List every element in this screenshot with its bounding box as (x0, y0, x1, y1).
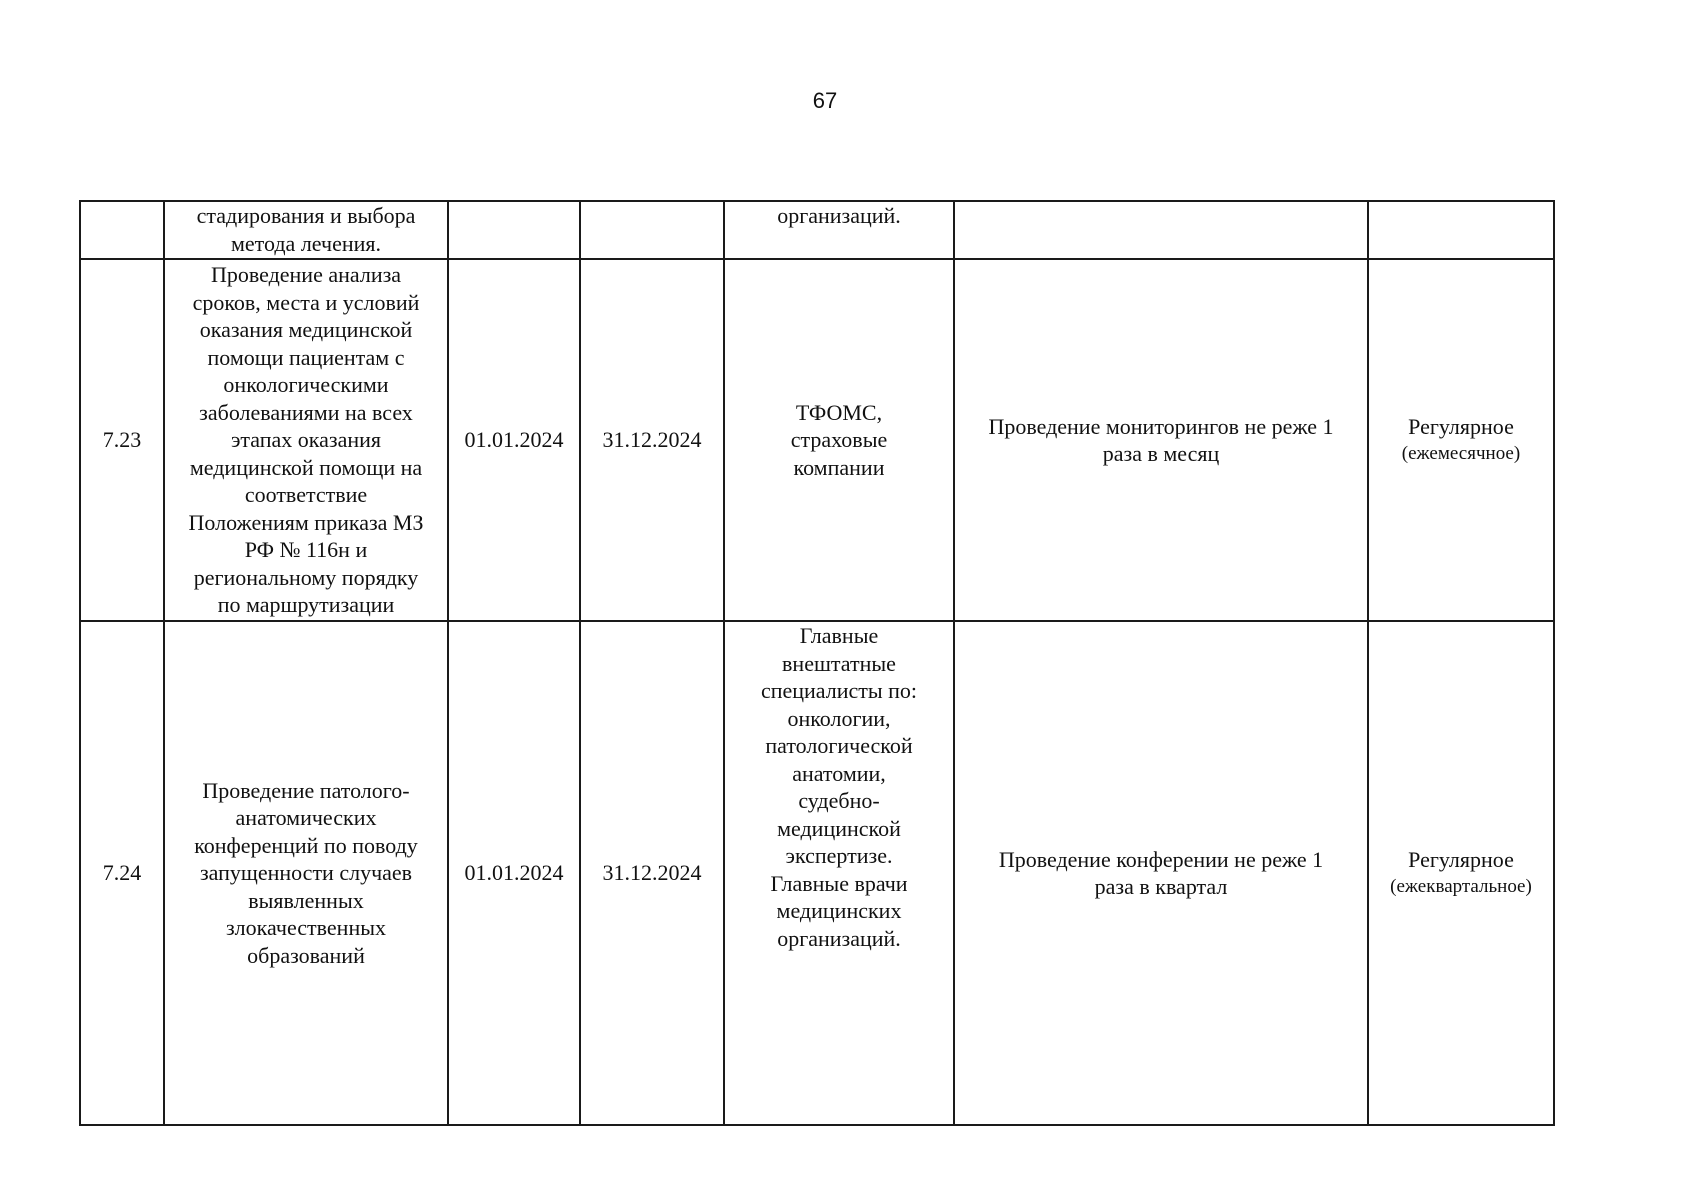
frequency-cell (1368, 621, 1554, 1125)
responsible-line: онкологии, (787, 705, 891, 731)
table-row (80, 259, 1554, 621)
frequency-cell (1368, 201, 1554, 259)
activity-cell (164, 201, 448, 259)
result-cell (954, 201, 1368, 259)
start-date-cell: 01.01.2024 (448, 621, 580, 1125)
responsible-cell (724, 201, 954, 259)
result-line: раза в месяц (1102, 441, 1220, 466)
responsible-line: экспертизе. (785, 843, 893, 868)
row-number-cell (80, 201, 164, 259)
activity-line: по маршрутизации (217, 592, 395, 618)
responsible-line: страховые (790, 427, 888, 453)
responsible-cell (724, 621, 954, 1125)
result-cell (954, 259, 1368, 621)
plan-table (79, 200, 1555, 1126)
row-number-cell: 7.24 (80, 621, 164, 1125)
activity-cell (164, 621, 448, 1125)
activity-line: злокачественных (225, 915, 386, 941)
responsible-line: специалисты по: (760, 678, 918, 703)
responsible-line: Главные врачи (770, 870, 908, 896)
responsible-line: внештатные (782, 650, 896, 676)
responsible-line: патологической (765, 733, 913, 758)
activity-line: заболеваниями на всех (199, 399, 413, 425)
end-date-cell (580, 201, 724, 259)
responsible-line: компании (793, 454, 885, 480)
activity-line: медицинской помощи на (189, 454, 423, 480)
activity-line: конференций по поводу (194, 832, 418, 858)
responsible-line: организаций. (777, 925, 901, 951)
activity-line: образований (247, 942, 365, 968)
activity-line: этапах оказания (230, 427, 382, 453)
activity-line: соответствие (244, 482, 368, 508)
responsible-line: ТФОМС, (795, 399, 883, 425)
result-cell (954, 621, 1368, 1125)
activity-line: сроков, места и условий (192, 289, 420, 315)
activity-line: Проведение патолого- (202, 777, 410, 803)
activity-line: помощи пациентам с (207, 344, 405, 370)
end-date-cell: 31.12.2024 (580, 621, 724, 1125)
result-line: Проведение мониторингов не реже 1 (988, 413, 1334, 439)
activity-line: онкологическими (223, 372, 389, 398)
frequency-label: Регулярное (1408, 414, 1514, 440)
activity-line: Положениям приказа МЗ (188, 509, 424, 535)
table-row (80, 201, 1554, 259)
page-number: 67 (812, 88, 838, 113)
responsible-cell (724, 259, 954, 621)
result-line: Проведение конферении не реже 1 (998, 846, 1324, 872)
result-line: раза в квартал (1094, 874, 1228, 899)
responsible-line: медицинских (776, 898, 902, 923)
start-date-cell (448, 201, 580, 259)
end-date-cell: 31.12.2024 (580, 259, 724, 621)
frequency-cell (1368, 259, 1554, 621)
activity-line: анатомических (235, 805, 377, 831)
activity-line: стадирования и выбора (196, 203, 416, 228)
frequency-note: (ежемесячное) (1401, 442, 1521, 464)
activity-line: региональному порядку (193, 564, 419, 590)
table-row (80, 621, 1554, 1125)
activity-line: метода лечения. (230, 230, 382, 256)
activity-line: запущенности случаев (199, 860, 413, 886)
responsible-line: медицинской (777, 815, 901, 841)
activity-line: выявленных (248, 887, 364, 913)
activity-line: РФ № 116н и (244, 537, 368, 563)
activity-line: Проведение анализа (210, 262, 402, 288)
responsible-line: судебно- (798, 788, 880, 813)
activity-line: оказания медицинской (199, 317, 413, 343)
responsible-line: анатомии, (792, 760, 886, 786)
frequency-label: Регулярное (1408, 847, 1514, 873)
activity-cell (164, 259, 448, 621)
responsible-line: организаций. (777, 203, 901, 228)
row-number-cell: 7.23 (80, 259, 164, 621)
start-date-cell: 01.01.2024 (448, 259, 580, 621)
frequency-note: (ежеквартальное) (1390, 875, 1532, 897)
responsible-line: Главные (799, 623, 879, 648)
